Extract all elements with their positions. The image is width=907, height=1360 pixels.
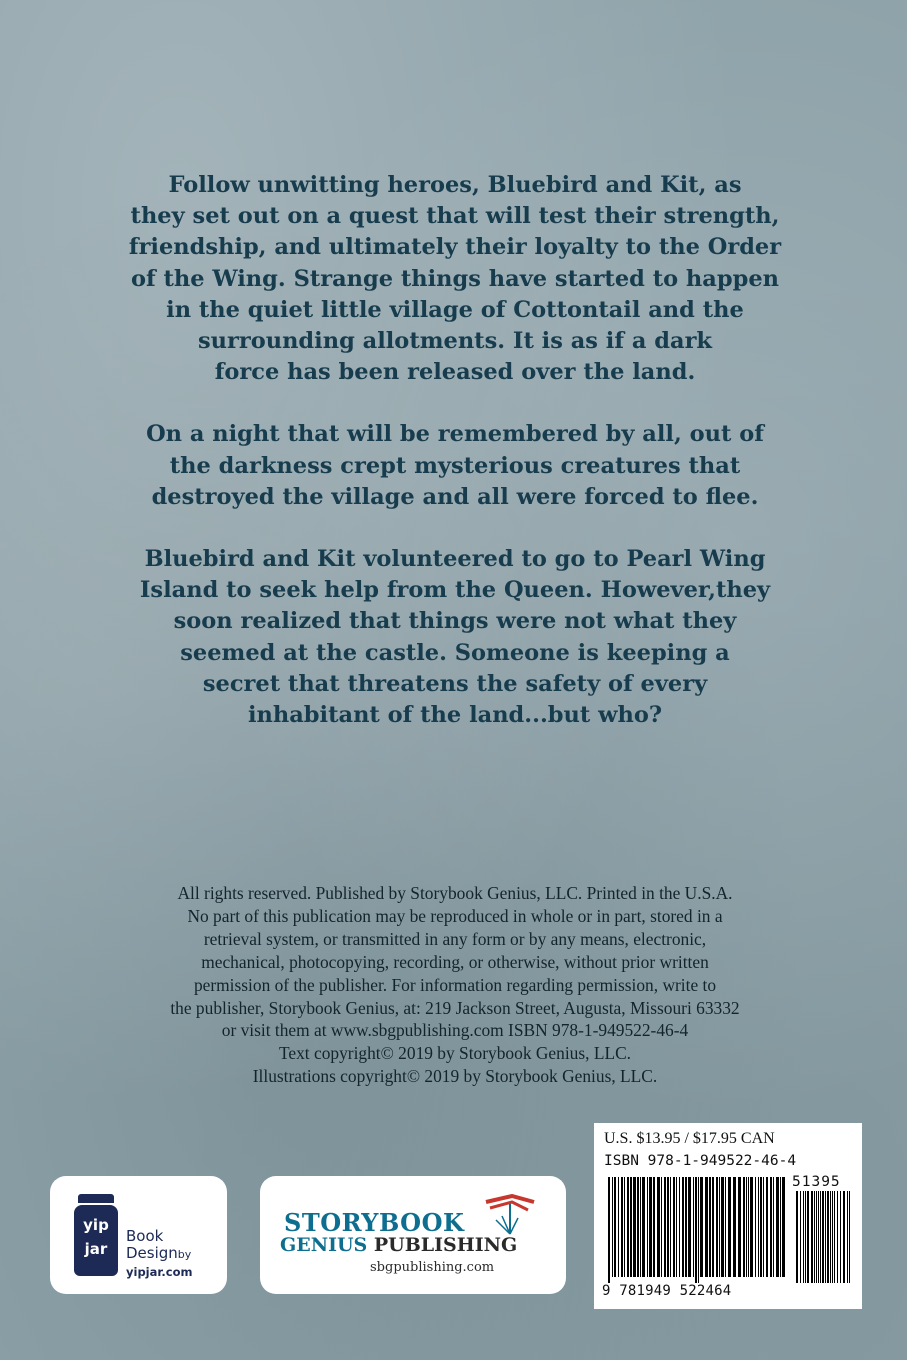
barcode-bar: [642, 1177, 645, 1277]
barcode-bar: [780, 1177, 781, 1277]
barcode-bar: [640, 1177, 641, 1277]
blurb-line: surrounding allotments. It is as if a dark: [197, 328, 713, 355]
barcode-bar: [667, 1177, 669, 1277]
barcode-bar: [725, 1177, 726, 1277]
legal-line: mechanical, photocopying, recording, or otherwise, without prior written: [201, 951, 709, 972]
barcode-bar: [670, 1177, 671, 1277]
barcode-bar: [766, 1177, 768, 1277]
barcode-addon-bar: [849, 1191, 850, 1283]
barcode-bar: [679, 1177, 680, 1277]
barcode-bar: [776, 1177, 779, 1277]
legal-line: permission of the publisher. For information regarding permission, write to: [193, 974, 717, 995]
barcode-bar: [612, 1177, 613, 1277]
barcode-bar: [743, 1177, 745, 1277]
barcode-bar: [649, 1177, 652, 1277]
publisher-url: sbgpublishing.com: [370, 1260, 495, 1275]
storybook-wordmark: STORYBOOK: [284, 1208, 465, 1237]
blurb-line: in the quiet little village of Cottontail and the: [166, 296, 744, 323]
barcode-bar: [712, 1177, 714, 1277]
barcode-bar: [763, 1177, 764, 1277]
barcode-bar: [760, 1177, 762, 1277]
barcode-addon-bar: [840, 1191, 841, 1283]
blurb-paragraph-3: [110, 544, 800, 731]
barcode-bars: [608, 1177, 854, 1285]
barcode-addon-bar: [816, 1191, 817, 1283]
book-word: Book: [126, 1227, 164, 1245]
barcode-bar: [664, 1177, 666, 1277]
barcode-bar: [614, 1177, 616, 1277]
barcode-addon-bar: [834, 1191, 835, 1283]
book-design-text: [126, 1228, 192, 1281]
yipjar-book-design-logo: [50, 1176, 227, 1294]
legal-line: or visit them at www.sbgpublishing.com ISBN 978-1-949522-46-4: [221, 1020, 689, 1041]
legal-line: retrieval system, or transmitted in any form or by any means, electronic,: [203, 928, 707, 949]
jar-icon: [74, 1194, 118, 1276]
blurb-line: the darkness crept mysterious creatures that: [169, 452, 741, 479]
blurb-line: soon realized that things were not what they: [173, 608, 737, 635]
blurb-line: destroyed the village and all were forced to flee.: [151, 483, 759, 510]
barcode-bar: [738, 1177, 741, 1277]
barcode-bar: [773, 1177, 774, 1277]
by-word: by: [177, 1248, 192, 1261]
barcode-addon-bar: [820, 1191, 821, 1283]
jar-text: jar: [84, 1240, 108, 1258]
ean-digits: 9 781949 522464: [602, 1283, 732, 1299]
barcode-addon-bar: [837, 1191, 838, 1283]
legal-line: No part of this publication may be reproduced in whole or in part, stored in a: [187, 905, 723, 926]
blurb-line: they set out on a quest that will test their strength,: [130, 203, 780, 230]
barcode-bar: [750, 1177, 753, 1277]
open-book-icon: [482, 1194, 540, 1238]
barcode-addon-bar: [803, 1191, 804, 1283]
barcode-bar: [685, 1177, 687, 1277]
barcode-bar: [782, 1177, 785, 1277]
legal-line: All rights reserved. Published by Storybook Genius, LLC. Printed in the U.S.A.: [177, 883, 733, 903]
jar-text: yip: [83, 1216, 109, 1234]
barcode-addon-bar: [847, 1191, 848, 1283]
barcode-bar: [637, 1177, 639, 1277]
barcode-bar: [721, 1177, 724, 1277]
barcode-bar: [633, 1177, 636, 1277]
barcode-bar: [695, 1177, 697, 1283]
back-cover-blurb: [110, 170, 800, 762]
barcode-addon-bar: [818, 1191, 819, 1283]
legal-line: the publisher, Storybook Genius, at: 219 Jackson Street, Augusta, Missouri 63332: [170, 997, 740, 1018]
genius-publishing-wordmark: [280, 1234, 517, 1256]
barcode-bar: [698, 1177, 699, 1283]
barcode-bar: [688, 1177, 691, 1277]
barcode-bar: [748, 1177, 749, 1277]
isbn-barcode-box: [594, 1123, 862, 1309]
barcode-addon-bar: [814, 1191, 815, 1283]
price-addon-code: 51395: [792, 1174, 841, 1190]
barcode-bar: [661, 1177, 662, 1277]
barcode-addon-bar: [843, 1191, 845, 1283]
barcode-addon-bar: [796, 1191, 798, 1283]
barcode-bar: [621, 1177, 623, 1277]
barcode-bar: [673, 1177, 675, 1277]
barcode-bar: [676, 1177, 677, 1277]
legal-line: Illustrations copyright© 2019 by Storybook Genius, LLC.: [252, 1066, 658, 1087]
barcode-bar: [627, 1177, 629, 1277]
barcode-bar: [693, 1177, 694, 1277]
blurb-line: secret that threatens the safety of every: [202, 670, 708, 697]
barcode-addon-bar: [825, 1191, 826, 1283]
barcode-bar: [657, 1177, 660, 1277]
barcode-bar: [709, 1177, 711, 1277]
barcode-bar: [653, 1177, 655, 1277]
barcode-addon-bar: [830, 1191, 831, 1283]
barcode-addon-bar: [811, 1191, 813, 1283]
storybook-genius-publishing-logo: [260, 1176, 566, 1294]
blurb-line: inhabitant of the land...but who?: [247, 702, 663, 729]
barcode-bar: [618, 1177, 619, 1277]
blurb-line: of the Wing. Strange things have started to happen: [130, 265, 780, 292]
blurb-line: Island to seek help from the Queen. However,they: [139, 577, 771, 604]
barcode-bar: [716, 1177, 718, 1277]
barcode-bar: [733, 1177, 736, 1277]
barcode-addon-bar: [822, 1191, 824, 1283]
barcode-addon-bar: [800, 1191, 801, 1283]
design-word: Design: [126, 1244, 178, 1262]
blurb-line: On a night that will be remembered by all, out of: [146, 421, 764, 448]
legal-line: Text copyright© 2019 by Storybook Genius, LLC.: [278, 1043, 632, 1064]
genius-word: GENIUS: [280, 1234, 368, 1256]
barcode-bar: [705, 1177, 708, 1277]
blurb-line: Follow unwitting heroes, Bluebird and Kit, as: [168, 172, 742, 198]
barcode-bar: [758, 1177, 759, 1277]
barcode-bar: [770, 1177, 772, 1277]
barcode-bar: [624, 1177, 625, 1277]
blurb-line: friendship, and ultimately their loyalty to the Order: [128, 234, 782, 261]
barcode-bar: [728, 1177, 731, 1277]
barcode-addon-bar: [832, 1191, 833, 1283]
price-label: U.S. $13.95 / $17.95 CAN: [604, 1130, 775, 1147]
blurb-paragraph-2: [110, 419, 800, 513]
blurb-line: seemed at the castle. Someone is keeping a: [180, 639, 730, 666]
barcode-addon-bar: [827, 1191, 829, 1283]
barcode-bar: [746, 1177, 747, 1277]
barcode-bar: [700, 1177, 703, 1277]
barcode-bar: [647, 1177, 648, 1277]
blurb-line: force has been released over the land.: [214, 359, 696, 386]
barcode-bar: [608, 1177, 610, 1283]
barcode-addon-bar: [805, 1191, 806, 1283]
publishing-word: PUBLISHING: [373, 1234, 518, 1256]
isbn-label: ISBN 978-1-949522-46-4: [604, 1153, 797, 1169]
barcode-bar: [755, 1177, 756, 1277]
barcode-bar: [682, 1177, 684, 1277]
blurb-paragraph-1: [110, 170, 800, 388]
barcode-bar: [630, 1177, 632, 1277]
barcode-addon-bar: [807, 1191, 809, 1283]
barcode-bar: [719, 1177, 720, 1277]
copyright-notice: [110, 882, 800, 1088]
blurb-line: Bluebird and Kit volunteered to go to Pearl Wing: [144, 546, 766, 573]
yipjar-url: yipjar.com: [126, 1265, 193, 1279]
